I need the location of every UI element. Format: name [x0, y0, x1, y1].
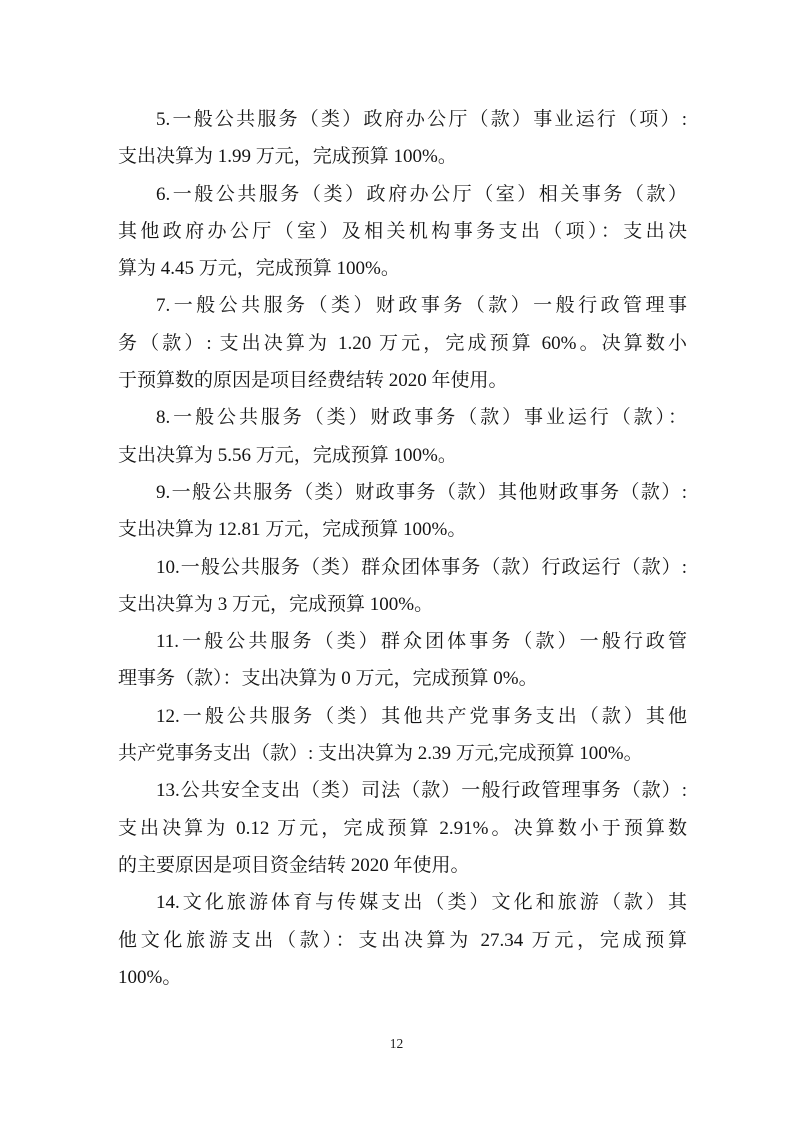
budget-item-paragraph-11: [118, 623, 687, 698]
text-line: 的主要原因是项目资金结转 2020 年使用。: [118, 854, 470, 876]
text-line: 共产党事务支出（款）: 支出决算为 2.39 万元,完成预算 100%。: [118, 743, 643, 765]
budget-item-paragraph-6: [118, 176, 687, 288]
text-line: 11.一般公共服务（类）群众团体事务（款）一般行政管: [156, 631, 687, 653]
text-line: 算为 4.45 万元，完成预算 100%。: [118, 258, 400, 280]
text-line: 10.一般公共服务（类）群众团体事务（款）行政运行（款）:: [156, 556, 687, 578]
text-line: 100%。: [118, 966, 182, 988]
text-line: 支出决算为 0.12 万元，完成预算 2.91%。决算数小于预算数: [118, 817, 687, 839]
text-line: 其他政府办公厅（室）及相关机构事务支出（项）：支出决: [118, 220, 687, 242]
text-line: 14.文化旅游体育与传媒支出（类）文化和旅游（款）其: [156, 892, 687, 914]
budget-item-paragraph-14: [118, 884, 687, 996]
text-line: 于预算数的原因是项目经费结转 2020 年使用。: [118, 370, 508, 392]
text-line: 5.一般公共服务（类）政府办公厅（款）事业运行（项）:: [156, 109, 687, 130]
page-footer: [0, 1034, 793, 1054]
text-line: 务（款）: 支出决算为 1.20 万元，完成预算 60%。决算数小: [118, 332, 687, 354]
budget-item-paragraph-8: [118, 399, 687, 474]
text-line: 支出决算为 3 万元，完成预算 100%。: [118, 593, 434, 615]
text-line: 理事务（款）：支出决算为 0 万元，完成预算 0%。: [118, 668, 538, 690]
document-body: [118, 101, 687, 996]
budget-item-paragraph-7: [118, 287, 687, 399]
text-line: 支出决算为 12.81 万元，完成预算 100%。: [118, 519, 467, 541]
budget-item-paragraph-13: [118, 772, 687, 884]
text-line: 支出决算为 1.99 万元，完成预算 100%。: [118, 146, 457, 168]
budget-item-paragraph-9: [118, 474, 687, 549]
text-line: 7.一般公共服务（类）财政事务（款）一般行政管理事: [156, 295, 687, 317]
page-number: 12: [389, 1036, 404, 1051]
text-line: 9.一般公共服务（类）财政事务（款）其他财政事务（款）:: [156, 481, 687, 503]
text-line: 支出决算为 5.56 万元，完成预算 100%。: [118, 444, 457, 466]
text-line: 6.一般公共服务（类）政府办公厅（室）相关事务（款）: [156, 183, 687, 205]
text-line: 13.公共安全支出（类）司法（款）一般行政管理事务（款）:: [156, 780, 687, 802]
text-line: 8.一般公共服务（类）财政事务（款）事业运行（款）：: [156, 407, 687, 429]
text-line: 他文化旅游支出（款）：支出决算为 27.34 万元，完成预算: [118, 929, 687, 951]
budget-item-paragraph-12: [118, 698, 687, 773]
text-line: 12.一般公共服务（类）其他共产党事务支出（款）其他: [156, 705, 687, 727]
budget-item-paragraph-10: [118, 549, 687, 624]
budget-item-paragraph-5: [118, 101, 687, 176]
